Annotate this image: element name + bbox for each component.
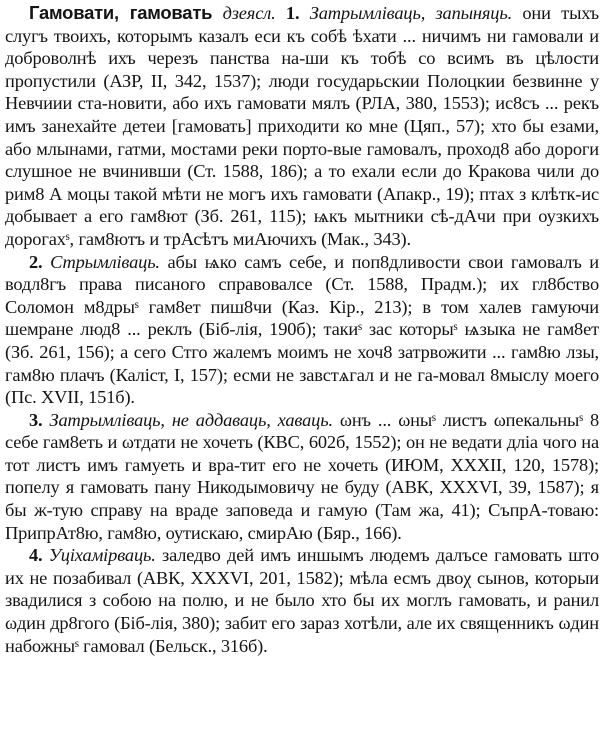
sense-2-paragraph xyxy=(5,251,599,409)
sense-citations: абы ѩко самъ себе, и поп8дливости свои гамовалъ и водл8гъ права писаного справовалсе (Ст. 1588, Прадм.); их гл8бство Соломон м8дрыˢ гам8ет пиш8чи (Каз. Кір., 213); в том халев гамуючи шемране люд8 ... реклъ (Біб-лія, 190б); такиˢ зас которыˢ ѩзыка не гам8ет (Зб. 261, 156); а сего Стго жалемъ моимъ не хоч8 затрвожити ... гам8ю лзы, гам8ю плачъ (Каліст, I, 157); есми не завстѧгал и не га-мовал 8мыслу моего (Пс. XVII, 151б). xyxy=(5,251,599,408)
sense-number: 3. xyxy=(29,409,43,430)
sense-1-paragraph xyxy=(5,2,599,251)
sense-number: 2. xyxy=(29,251,43,272)
grammar-label: дзеясл. xyxy=(222,3,276,23)
sense-gloss: Уціхамірваць. xyxy=(48,545,156,566)
sense-number: 4. xyxy=(29,545,43,566)
headword: Гамовати, гамовать xyxy=(29,2,213,23)
sense-4-paragraph xyxy=(5,544,599,657)
sense-gloss: Затрымліваць, запыняць. xyxy=(309,3,513,23)
sense-3-paragraph xyxy=(5,409,599,545)
dictionary-entry xyxy=(5,2,599,657)
sense-number: 1. xyxy=(285,3,300,23)
sense-gloss: Затрымліваць, не аддаваць, хаваць. xyxy=(49,409,333,430)
sense-citations: они тыхъ слугъ твоихъ, которымъ казалъ еси къ собѣ ѣхати ... ничимъ ни гамовали и доброволнѣ ихъ черезъ панства на-ши къ тобѣ со всимъ въ цѣлости пропустили (АЗР, II, 342, 1537); люди государьскии Полоцкии безвинне у Невчиии ста-новити, або ихъ гамовати мялъ (РЛА, 380, 1553); ис8съ ... рекъ имъ занехайте детеи [гамовать] приходити ко мне (Цяп., 57); хто бы езами, або млынами, гатми, мостами реки порто-вые гамовалъ, проход8 або дороги слушное не вчинивши (Ст. 1588, 186); а то ехали если до Кракова чили до рим8 А моцы такой мѣти не могъ ихъ гамовати (Апакр., 19); птах з клѣтк-ис добывает а его гам8ют (Зб. 261, 115); ѩкъ мытники сѣ-дАчи при оузкихъ дорогахˢ, гам8ютъ и трАсѣтъ миАючихъ (Мак., 343). xyxy=(5,3,599,249)
sense-citations: ωнъ ... ωныˢ листъ ωпекальныˢ 8 себе гам8еть и ωтдати не хочеть (КВС, 602б, 1552); он не ведати дліа чого на тот листъ имъ гамуеть и вра-тит его не хочеть (ИЮМ, XXXII, 120, 1578); попелу я гамовать пану Никодымовичу не буду (АВК, XXXVI, 39, 1587); я бы ж-тую справу на враде заповеда и гамую (Там жа, 41); СъпрА-товаю: ПрипрАт8ю, гам8ю, оутискаю, смирАю (Бяр., 166). xyxy=(5,409,600,543)
sense-citations: заледво дей имъ иншымъ людемъ далъсе гамовать што их не позабивал (АВК, XXXVI, 201, 1582); мѣла есмъ двоχ сынов, которыи звадилися з собою на полю, и не было хто бы их моглъ гамовать, и ранил ωдин др8гого (Біб-лія, 380); забит его зараз хотѣли, але их священникъ ωдин набожныˢ гамовал (Бельск., 316б). xyxy=(5,545,599,656)
sense-gloss: Стрымліваць. xyxy=(50,251,160,272)
